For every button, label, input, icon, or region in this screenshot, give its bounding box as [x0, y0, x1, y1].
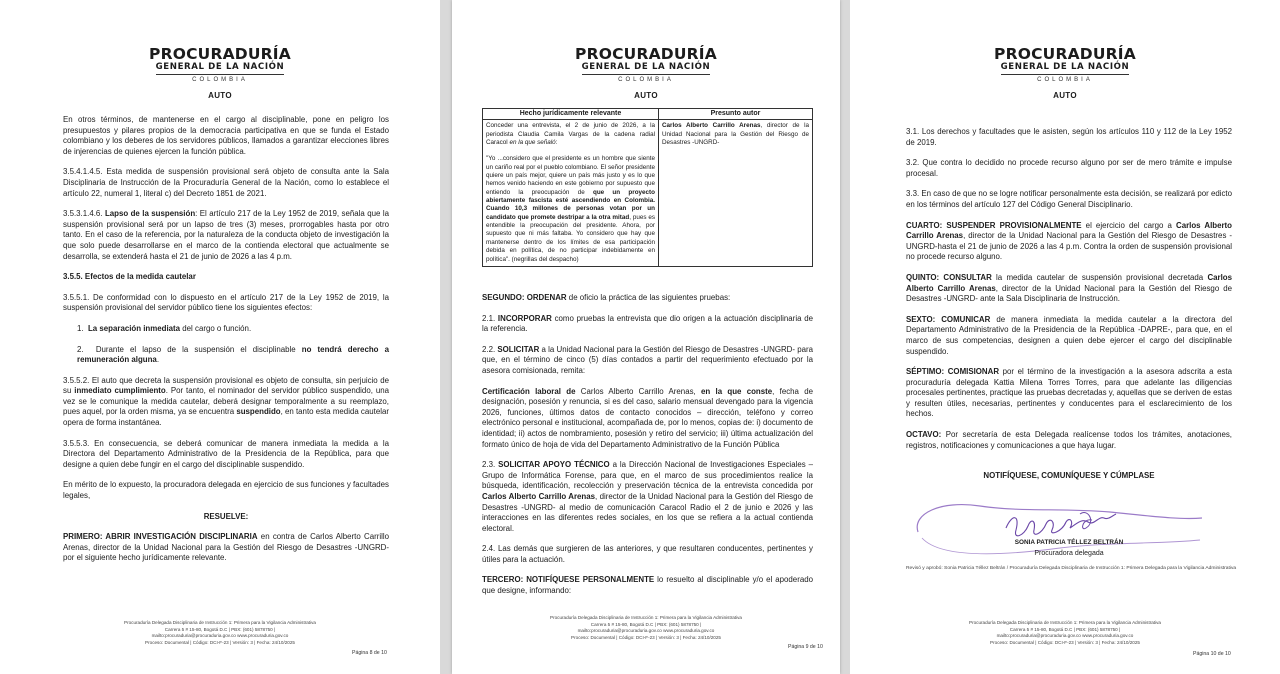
bold-text: inmediato cumplimiento: [74, 386, 166, 396]
paragraph-text: Carlos Alberto Carrillo Arenas,: [575, 386, 702, 396]
list-number: 2.: [77, 344, 84, 354]
footer-line: Procuraduría Delegada Disciplinaria de Instrucción 1: Primera para la Vigilancia Administrativa: [969, 620, 1161, 625]
paragraph-3531: [63, 209, 389, 262]
footer-line: Proceso: Documental | Código: DCI-F-23 | Versión: 3 | Fecha: 24/10/2025: [990, 639, 1140, 645]
table-header-cell: Hecho jurídicamente relevante: [483, 109, 659, 120]
signer-name: SONIA PATRICIA TÉLLEZ BELTRÁN: [1014, 539, 1124, 546]
paragraph-text: por el término de la investigación a la asesora adscrita a esta procuraduría delegada Kattia Milena Torres Torres, para que adelante las diligencias procesales pertinentes, practique las pruebas decretadas y, aquellas que se deriven de estas y resulten útiles, necesarias, pertinentes y conducentes para el esclarecimiento de los hechos.: [906, 367, 1233, 419]
bold-text: SEGUNDO: ORDENAR: [482, 293, 567, 302]
paragraph-text: a la Dirección Nacional de Investigaciones Especiales – Grupo de Informática Forense, para que, en el marco de sus procedimientos realice la búsqueda, identificación, recolección y preservación técnica de la entrevista concedida por: [482, 460, 813, 491]
paragraph-text: el ejercicio del cargo a: [1081, 220, 1176, 230]
bold-text: Carlos Alberto Carrillo Arenas: [906, 220, 1232, 241]
cell-text: Conceder una entrevista, el 2 de junio de 2026, a la periodista Claudia Camila Vargas de la cadena radial Caracol: [486, 122, 655, 147]
doc-type-title: AUTO: [208, 91, 232, 100]
paragraph-text: , fecha de designación, posesión y renuncia, si es del caso, salario mensual devengado para la vigencia 2026, funciones, últimos datos de contacto conocidos – dirección, teléfono y correo electrónico personal e institucional, acompañada de, por lo menos, copias de: i) documento de identidad; ii) actos de nombramiento, posesión y retiro del servicio; iii) última actualización del formato único de hoja de vida del Departamento Administrativo de la Función Pública: [482, 386, 813, 449]
bold-text: suspendido: [236, 407, 281, 417]
resolution-octavo: [906, 430, 1232, 451]
bold-text: SOLICITAR: [497, 344, 540, 354]
bold-text: Lapso de la suspensión: [104, 209, 196, 219]
resolution-segundo: [482, 293, 813, 304]
bold-text: Certificación laboral de: [482, 386, 576, 396]
paragraph-3541: 3.5.4.1.4.5. Esta medida de suspensión provisional será objeto de consulta ante la Sala Disciplinaria de Instrucción de la Procuraduría General de la Nación, como lo establece el artículo 22, numeral 1, literal c) del Decreto 1851 de 2021.: [63, 167, 389, 198]
paragraph-number: 2.3.: [482, 460, 499, 470]
cell-text: :: [555, 139, 558, 147]
paragraph-21: [482, 314, 813, 335]
bold-text: CUARTO: SUSPENDER PROVISIONALMENTE: [906, 220, 1082, 230]
paragraph-number: 2.1.: [482, 313, 498, 323]
italic-text: en la que señaló: [509, 139, 556, 147]
document-page-8: [0, 0, 440, 674]
logo-divider: [582, 74, 710, 75]
bold-text: QUINTO: CONSULTAR: [906, 272, 992, 282]
doc-type-title: AUTO: [1053, 91, 1077, 100]
author-cell: [659, 120, 813, 267]
list-number: 1.: [77, 323, 84, 333]
page-number: Página 10 de 10: [1193, 651, 1231, 657]
paragraph-text: , director de la Unidad Nacional para la Gestión del Riesgo de Desastres -UNGRD-hasta el 21 de junio de 2026 a las 4 p.m. Contra la orden de suspensión provisional no procede recurso alguno.: [906, 231, 1232, 262]
org-logo-country: COLOMBIA: [618, 77, 674, 83]
paragraph-text: lo resuelto al disciplinable y/o el apoderado que designe, informando:: [482, 575, 813, 596]
paragraph-text: . Por tanto, el nominador del servidor público suspendido, una vez se le comunique la medida cautelar, deberá designar temporalmente a su reemplazo, pues aquel, por la orden misma, ya se encuentra: [63, 386, 389, 417]
resolution-primero: [63, 532, 389, 564]
org-logo-line1: PROCURADURÍA: [149, 45, 291, 63]
footer-line: Carrera 5 # 15-80, Bogotá D.C | PBX: (601) 5878750 |: [590, 621, 702, 627]
footer-line: Carrera 5 # 15-80, Bogotá D.C | PBX: (601) 5878750 |: [164, 626, 276, 632]
list-text: .: [156, 355, 160, 365]
cell-text: , director de la Unidad Nacional para la Gestión del Riesgo de Desastres -UNGRD-: [662, 122, 809, 147]
review-note: Revisó y aprobó: Sonia Patricia Téllez Beltrán / Procuraduría Delegada Disciplinaria de Instrucción 1: Primera Delegada para la Vigilancia Administrativa: [906, 566, 1237, 571]
footer-line: Proceso: Documental | Código: DCI-F-23 | Versión: 3 | Fecha: 24/10/2025: [571, 634, 721, 640]
footer-line: Carrera 5 # 15-80, Bogotá D.C | PBX: (601) 5878750 |: [1009, 626, 1121, 632]
footer-line: mailto:procuraduria@procuraduria.gov.co www.procuraduria.gov.co: [577, 628, 715, 634]
bold-text: Carlos Alberto Carrillo Arenas: [662, 122, 761, 130]
resolution-cuarto: [906, 221, 1232, 263]
resolution-tercero: [482, 575, 813, 596]
paragraph-text: como pruebas la entrevista que dio origen a la actuación disciplinaria de la referencia.: [482, 313, 813, 334]
paragraph-text: de oficio la práctica de las siguientes pruebas:: [566, 293, 731, 302]
bold-text: TERCERO: NOTIFÍQUESE PERSONALMENTE: [482, 575, 655, 585]
bold-text: PRIMERO: ABRIR INVESTIGACIÓN DISCIPLINARIA: [63, 532, 258, 542]
resolution-sexto: [906, 315, 1232, 357]
page-number: Página 9 de 10: [788, 644, 823, 650]
closing-block: [906, 471, 1232, 482]
org-logo-line2: GENERAL DE LA NACIÓN: [581, 62, 711, 72]
bold-text: La separación inmediata: [87, 323, 181, 333]
body-text: [906, 127, 1232, 451]
document-page-10: [850, 0, 1280, 674]
section-heading-355: 3.5.5. Efectos de la medida cautelar: [63, 272, 196, 282]
list-text: Durante el lapso de la suspensión el disciplinable: [95, 344, 302, 354]
closing-formula: NOTIFÍQUESE, COMUNÍQUESE Y CÚMPLASE: [983, 471, 1155, 480]
paragraph-text: de manera inmediata la medida cautelar a la directora del Departamento Administrativo de la Presidencia de la República -DAPRE-, para que, en el marco de sus competencias, designen a quien debe ejercer el cargo del disciplinable suspendido.: [906, 314, 1232, 356]
quote-text: "Yo ...considero que el presidente es un hombre que siente un cariño real por el pueblo colombiano. El señor presidente quiere un país mejor, quiere un país más justo y es lo que hemos venido haciendo en este gobierno por supuesto que entiendo la preocupación de: [486, 155, 655, 196]
resolution-quinto: [906, 273, 1232, 305]
bold-text: en la que conste: [701, 386, 773, 396]
paragraph-3552: [63, 376, 389, 429]
footer-line: Proceso: Documental | Código: DCI-F-23 | Versión: 3 | Fecha: 24/10/2025: [145, 639, 295, 645]
page-footer: [850, 620, 1280, 646]
paragraph-number: 2.2.: [482, 344, 498, 354]
resuelve-heading: RESUELVE:: [203, 511, 249, 521]
list-item: [63, 324, 389, 335]
paragraph-text: , director de la Unidad Nacional para la Gestión del Riesgo de Desastres -UNGRD- ante la Sala Disciplinaria de Instrucción.: [906, 283, 1232, 304]
resolution-septimo: [906, 367, 1232, 420]
paragraph-text: Por secretaría de esta Delegada realícense todos los trámites, anotaciones, registros, notificaciones y comunicaciones a que haya lugar.: [906, 430, 1232, 450]
bold-text: SOLICITAR APOYO TÉCNICO: [498, 460, 610, 470]
bold-text: Carlos Alberto Carrillo Arenas: [906, 272, 1232, 293]
bold-text: INCORPORAR: [497, 313, 552, 323]
org-logo-country: COLOMBIA: [1037, 77, 1093, 83]
paragraph-text: a la Unidad Nacional para la Gestión del Riesgo de Desastres -UNGRD- para que, en el término de cinco (5) días contados a partir del requerimiento efectuado por la asesora comisionada, remita:: [482, 344, 813, 375]
body-text: [63, 115, 389, 564]
table-header-row: [483, 109, 813, 120]
paragraph-3553: 3.5.5.3. En consecuencia, se deberá comunicar de manera inmediata la medida a la Directora del Departamento Administrativo de la Presidencia de la República, para que designe a quien debe fungir en el cargo del disciplinable suspendido.: [63, 438, 389, 469]
paragraph-text: : El artículo 217 de la Ley 1952 de 2019, señala que la suspensión provisional será por un lapso de tres (3) meses, prorrogables hasta por otro tanto. En el caso de la referencia, por la naturaleza de la conducta objeto de investigación la que solo puede desarrollarse en el marco de la contienda electoral que actualmente se desarrolla, se extenderá hasta el 21 de junio de 2026 a las 4 p.m.: [63, 209, 389, 261]
list-item: [63, 345, 389, 366]
footer-line: mailto:procuraduria@procuraduria.gov.co www.procuraduria.gov.co: [151, 633, 289, 639]
paragraph-text: en contra de Carlos Alberto Carrillo Arenas, director de la Unidad Nacional para la Gestión del Riesgo de Desastres -UNGRD- por el siguiente hecho jurídicamente relevante.: [63, 532, 389, 563]
paragraph-32: 3.2. Que contra lo decidido no procede recurso alguno por ser de mero trámite e impulse procesal.: [906, 158, 1232, 178]
paragraph-text: la medida cautelar de suspensión provisional decretada: [991, 272, 1208, 282]
footer-line: mailto:procuraduria@procuraduria.gov.co www.procuraduria.gov.co: [996, 633, 1134, 639]
org-logo-country: COLOMBIA: [192, 77, 248, 83]
paragraph-3551: 3.5.5.1. De conformidad con lo dispuesto en el artículo 217 de la Ley 1952 de 2019, la suspensión provisional del servidor público tiene los siguientes efectos:: [63, 292, 389, 313]
bold-text: SÉPTIMO: COMISIONAR: [906, 367, 1000, 377]
page-footer: [0, 620, 440, 646]
logo-divider: [1001, 74, 1129, 75]
paragraph-33: 3.3. En caso de que no se logre notificar personalmente esta decisión, se realizará por edicto en los términos del artículo 127 del Código General Disciplinario.: [906, 189, 1232, 209]
bold-text: SEXTO: COMUNICAR: [906, 314, 991, 324]
doc-type-title: AUTO: [634, 91, 658, 100]
logo-divider: [156, 74, 284, 75]
body-text: [482, 293, 813, 597]
paragraph-intro: En otros términos, de mantenerse en el cargo al disciplinable, pone en peligro los presupuestos y pilares propios de la democracia participativa en que se funda el Estado colombiano y los deberes de los servidores públicos, llamados a garantizar elecciones libres de injerencias de quienes ejercen la función pública.: [63, 115, 389, 156]
org-logo-line1: PROCURADURÍA: [575, 45, 717, 63]
footer-line: Procuraduría Delegada Disciplinaria de Instrucción 1: Primera para la Vigilancia Administrativa: [550, 615, 742, 620]
quote-text: , pues es entendible la preocupación del presidente. Ahora, por supuesto que ni más faltaba. Yo considero que hay que mantenerse dentro de los límites de esa participación debida en política, de no participar indebidamente en política". (negrillas del despacho): [486, 213, 655, 263]
signature-block: [906, 537, 1232, 559]
document-page-9: [452, 0, 840, 674]
facts-cell: [483, 120, 659, 267]
table-header-cell: Presunto autor: [659, 109, 813, 120]
paragraph-number: 3.5.3.1.4.6.: [63, 209, 105, 219]
page-footer: [452, 615, 840, 641]
org-logo-line1: PROCURADURÍA: [994, 45, 1136, 63]
page-header: [0, 46, 440, 100]
page-header: [850, 46, 1280, 100]
paragraph-text: , director de la Unidad Nacional para la Gestión del Riesgo de Desastres -UNGRD- al medio de comunicación Caracol Radio el 2 de junio e 2026 y las interacciones en las diferentes redes sociales, en los que se refiera a la actual contienda electoral.: [482, 491, 814, 533]
paragraph-merito: En mérito de lo expuesto, la procuradora delegada en ejercicio de sus funciones y facultades legales,: [63, 480, 389, 501]
paragraph-text: , en tanto esta medida cautelar opera de forma instantánea.: [63, 407, 389, 428]
paragraph-31: 3.1. Los derechos y facultades que le asisten, según los artículos 110 y 112 de la Ley 1952 de 2019.: [906, 127, 1232, 147]
facts-table: [482, 108, 813, 267]
footer-line: Procuraduría Delegada Disciplinaria de Instrucción 1: Primera para la Vigilancia Administrativa: [124, 620, 316, 625]
signer-role: Procuradora delegada: [1034, 550, 1104, 557]
bold-text: OCTAVO:: [906, 430, 942, 440]
org-logo-line2: GENERAL DE LA NACIÓN: [1000, 62, 1130, 72]
org-logo-line2: GENERAL DE LA NACIÓN: [155, 62, 285, 72]
table-row: [483, 120, 813, 267]
page-header: [452, 46, 840, 100]
paragraph-22: [482, 345, 813, 377]
paragraph-text: 3.5.5.2. El auto que decreta la suspensión provisional es objeto de consulta, sin perjuicio de su: [63, 375, 389, 396]
paragraph-23: [482, 460, 813, 534]
bold-text: Carlos Alberto Carrillo Arenas: [482, 491, 596, 501]
paragraph-24: 2.4. Las demás que surgieren de las anteriores, y que resultaren conducentes, pertinentes y útiles para la actuación.: [482, 544, 813, 564]
bold-text: que un proyecto abiertamente fascista esté ascendiendo en Colombia. Cuando 10,3 millones de personas votan por un candidato que promete destripar a la otra mitad: [486, 188, 655, 221]
bold-text: no tendrá derecho a remuneración alguna: [77, 344, 389, 365]
paragraph-certificacion: [482, 387, 813, 451]
list-text: del cargo o función.: [180, 323, 252, 333]
page-number: Página 8 de 10: [352, 650, 387, 656]
